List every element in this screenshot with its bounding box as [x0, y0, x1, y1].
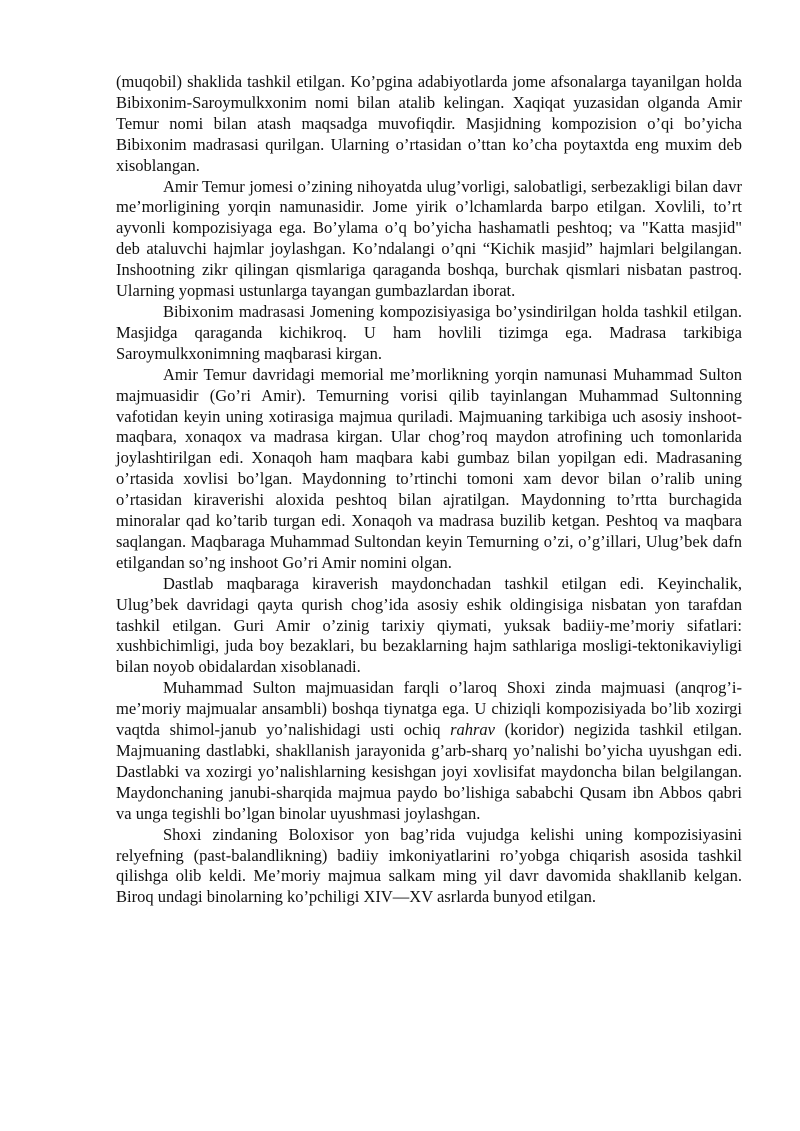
paragraph-6-end: (koridor) negizida tashkil etilgan. Majmuaning dastlabki, shakllanish jarayonida g’arb-sharq yo’nalishi bo’yicha uyushgan edi. Dastlabki va xozirgi yo’nalishlarning kesishgan joyi xovlisifat maydoncha bilan belgilangan. Maydonchaning janubi-sharqida majmua paydo bo’lishiga sababchi Qusam ibn Abbos qabri va unga tegishli bo’lgan binolar uyushmasi joylashgan. — [116, 720, 742, 823]
paragraph-6 — [116, 678, 742, 824]
paragraph-5: Dastlab maqbaraga kiraverish maydonchadan tashkil etilgan edi. Keyinchalik, Ulug’bek davridagi qayta qurish chog’ida asosiy eshik oldingisiga nisbatan yon tarafdan tashkil etilgan. Guri Amir o’zinig tarixiy qiymati, yuksak badiiy-me’moriy sifatlari: xushbichimligi, juda boy bezaklari, bu bezaklarning hajm sathlariga mosligi-tektonikaviyligi bilan noyob obidalardan xisoblanadi. — [116, 573, 742, 677]
paragraph-2: Amir Temur jomesi o’zining nihoyatda ulug’vorligi, salobatligi, serbezakligi bilan davr me’morligining yorqin namunasidir. Jome yirik o’lchamlarda barpo etilgan. Xovlili, to’rt ayvonli kompozisiyaga ega. Bo’ylama o’q bo’yicha hashamatli peshtoq; va "Katta masjid" deb ataluvchi hajmlar joylashgan. Ko’ndalangi o’qni “Kichik masjid” hajmlari belgilangan. Inshootning zikr qilingan qismlariga qaraganda boshqa, burchak qismlari nisbatan pastroq. Ularning yopmasi ustunlarga tayangan gumbazlardan iborat. — [116, 176, 742, 301]
paragraph-7: Shoxi zindaning Boloxisor yon bag’rida vujudga kelishi uning kompozisiyasini relyefning (past-balandlikning) badiiy imkoniyatlarini ro’yobga chiqarish asosida tashkil qilishga olib keldi. Me’moriy majmua salkam ming yil davr davomida shakllanib kelgan. Biroq undagi binolarning ko’pchiligi XIV—XV asrlarda bunyod etilgan. — [116, 824, 742, 907]
paragraph-1: (muqobil) shaklida tashkil etilgan. Ko’pgina adabiyotlarda jome afsonalarga tayanilgan holda Bibixonim-Saroymulkxonim nomi bilan atalib kelingan. Xaqiqat yuzasidan olganda Amir Temur nomi bilan atash maqsadga muvofiqdir. Masjidning kompozision o’qi bo’yicha Bibixonim madrasasi qurilgan. Ularning o’rtasidan o’ttan ko’cha poytaxtda eng muxim deb xisoblangan. — [116, 72, 742, 175]
paragraph-3: Bibixonim madrasasi Jomening kompozisiyasiga bo’ysindirilgan holda tashkil etilgan. Masjidga qaraganda kichikroq. U ham hovlili tizimga ega. Madrasa tarkibiga Saroymulkxonimning maqbarasi kirgan. — [116, 301, 742, 363]
document-page — [116, 72, 742, 908]
paragraph-4: Amir Temur davridagi memorial me’morlikning yorqin namunasi Muhammad Sulton majmuasidir (Go’ri Amir). Temurning vorisi qilib tayinlangan Muhammad Sultonning vafotidan keyin uning xotirasiga majmua quriladi. Majmuaning tarkibiga uch asosiy inshoot-maqbara, xonaqox va madrasa kirgan. Ular chog’roq maydon atrofining uch tomonlarida joylashtirilgan edi. Xonaqoh ham maqbara kabi gumbaz bilan yopilgan edi. Madrasaning o’rtasida xovlisi bo’lgan. Maydonning to’rtinchi tomoni xam devor bilan o’ralib uning o’rtasidan kiraverishi aloxida peshtoq bilan ajratilgan. Maydonning to’rtta burchagida minoralar qad ko’tarib turgan edi. Xonaqoh va madrasa buzilib ketgan. Peshtoq va maqbara saqlangan. Maqbaraga Muhammad Sultondan keyin Temurning o’zi, o’g’illari, Ulug’bek dafn etilgandan so’ng inshoot Go’ri Amir nomini olgan. — [116, 364, 742, 572]
italic-term-rahrav: rahrav — [450, 720, 496, 740]
paragraph-6-start: Muhammad Sulton majmuasidan farqli o’laroq Shoxi zinda majmuasi (anqrog’i-me’moriy majmualar ansambli) boshqa tiynatga ega. U chiziqli kompozisiyada bo’lib xozirgi vaqtda shimol-janub yo’nalishidagi usti ochiq — [116, 678, 742, 740]
